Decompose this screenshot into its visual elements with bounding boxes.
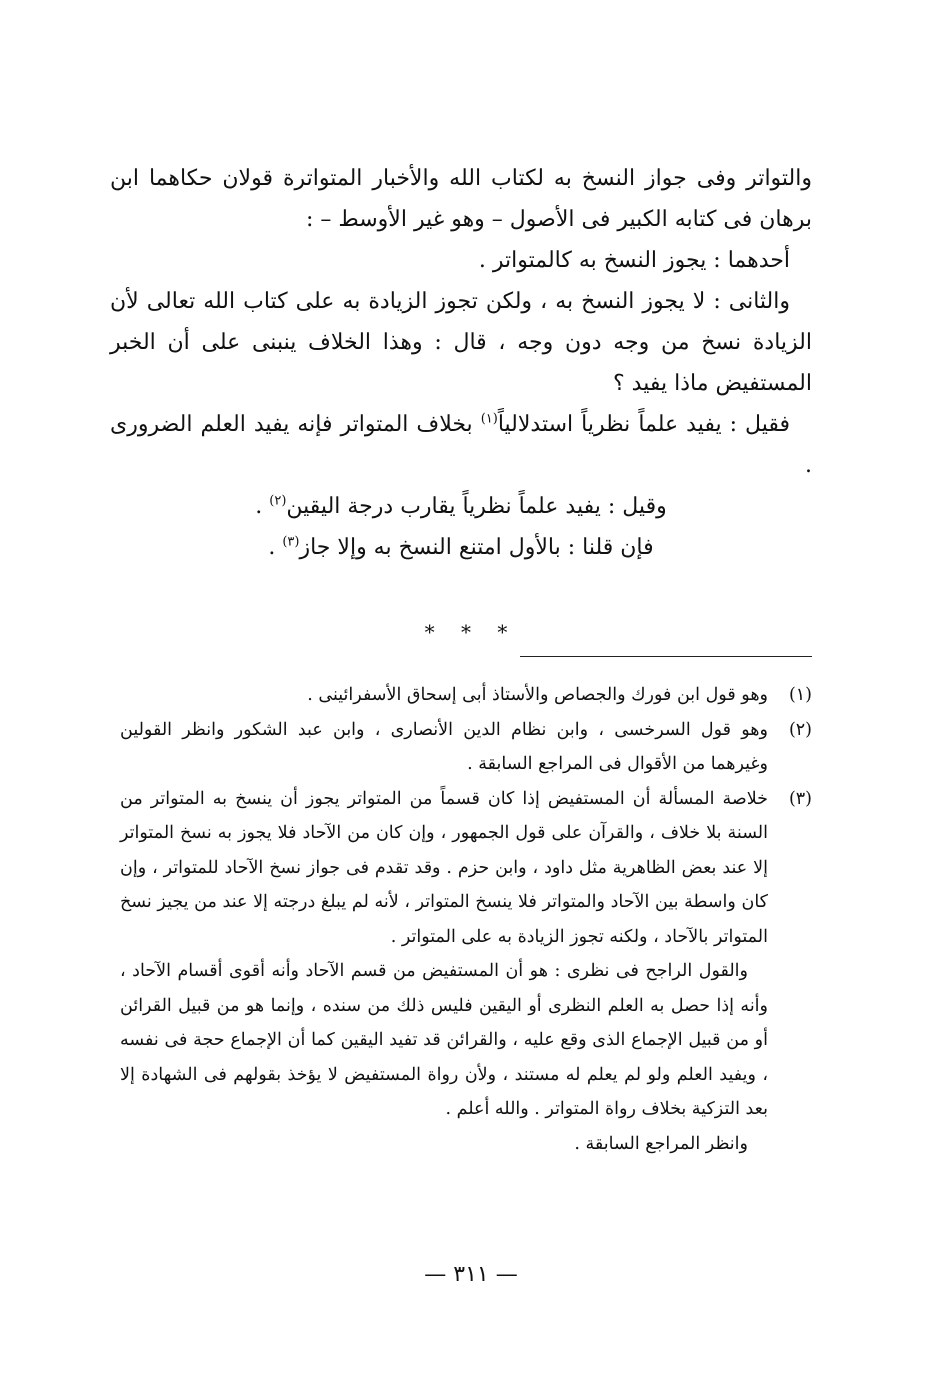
- footnote-text: وهو قول السرخسى ، وابن نظام الدين الأنصارى ، وابن عبد الشكور وانظر القولين وغيرهما من الأقوال فى المراجع السابقة .: [120, 719, 768, 774]
- footnotes: [120, 678, 812, 1161]
- paragraph-qeel-1: [110, 404, 812, 486]
- footnote-2: [120, 713, 812, 782]
- footnote-body: [120, 713, 768, 782]
- paragraph-qeel-2: [110, 486, 812, 527]
- footnote-number: (١): [788, 685, 812, 705]
- conclusion-text: فإن قلنا : بالأول امتنع النسخ به وإلا جاز: [299, 535, 654, 560]
- main-text: [110, 158, 812, 568]
- footnote-body: [120, 678, 768, 713]
- footnote-number: (٢): [788, 719, 812, 740]
- footnote-text: والقول الراجح فى نظرى : هو أن المستفيض من قسم الآحاد وأنه أقوى أقسام الآحاد ، وأنه إذا حصل به العلم النظرى أو اليقين فليس ذلك من سنده ، وإنما هو من قبيل القرائن أو من قبيل الإجماع الذى وقع عليه ، والقرائن قد تفيد اليقين كما أن الإجماع حجة فى نفسه ، ويفيد العلم ولو لم يعلم له مستند ، ولأن رواة المستفيض لا يؤخذ بقولهم فى الشهادة إلا بعد التزكية بخلاف رواة المتواتر . والله أعلم .: [120, 961, 768, 1119]
- qeel-1-text-a: فقيل : يفيد علماً نظرياً استدلالياً: [497, 412, 790, 437]
- footnote-1: [120, 678, 812, 713]
- qeel-2-text: وقيل : يفيد علماً نظرياً يقارب درجة اليقين: [286, 494, 667, 519]
- footnote-ref-3: (٣): [282, 534, 300, 550]
- footnote-text: خلاصة المسألة أن المستفيض إذا كان قسماً من المتواتر يجوز أن ينسخ به المتواتر من السنة بلا خلاف ، والقرآن على قول الجمهور ، وإن كان من الآحاد فلا يجوز به نسخ المتواتر إلا عند بعض الظاهرية مثل داود ، وابن حزم . وقد تقدم فى جواز نسخ الآحاد للمتواتر ، وإن كان واسطة بين الآحاد والمتواتر فلا ينسخ المتواتر ، لأنه لم يبلغ درجته إلا عند من يجيز نسخ المتواتر بالآحاد ، ولكنه تجوز الزيادة به على المتواتر .: [120, 788, 768, 947]
- conclusion-end: .: [268, 535, 283, 560]
- footnote-ref-2: (٢): [269, 493, 287, 509]
- qeel-2-end: .: [255, 494, 270, 519]
- qeel-1-text-b: بخلاف المتواتر فإنه يفيد العلم الضرورى .: [110, 412, 812, 478]
- footnote-number: (٣): [788, 788, 812, 809]
- section-separator-stars: * * *: [424, 620, 518, 644]
- paragraph-second-opinion: والثانى : لا يجوز النسخ به ، ولكن تجوز الزيادة به على كتاب الله تعالى لأن الزيادة نسخ من وجه دون وجه ، قال : وهذا الخلاف ينبنى على أن الخبر المستفيض ماذا يفيد ؟: [110, 289, 812, 396]
- paragraph-conclusion: [110, 527, 812, 568]
- page-number: — ٣١١ —: [424, 1262, 518, 1287]
- paragraph-first-opinion: أحدهما : يجوز النسخ به كالمتواتر .: [478, 248, 790, 273]
- footnote-3: [120, 782, 812, 1162]
- footnote-ref-1: (١): [480, 411, 498, 427]
- footnote-body: [120, 782, 768, 1162]
- footnote-divider: [520, 656, 812, 657]
- paragraph-intro: والتواتر وفى جواز النسخ به لكتاب الله والأخبار المتواترة قولان حكاهما ابن برهان فى كتابه الكبير فى الأصول – وهو غير الأوسط – :: [110, 166, 812, 232]
- footnote-text: وهو قول ابن فورك والجصاص والأستاذ أبى إسحاق الأسفرائينى .: [307, 685, 768, 705]
- footnote-text: وانظر المراجع السابقة .: [574, 1133, 748, 1154]
